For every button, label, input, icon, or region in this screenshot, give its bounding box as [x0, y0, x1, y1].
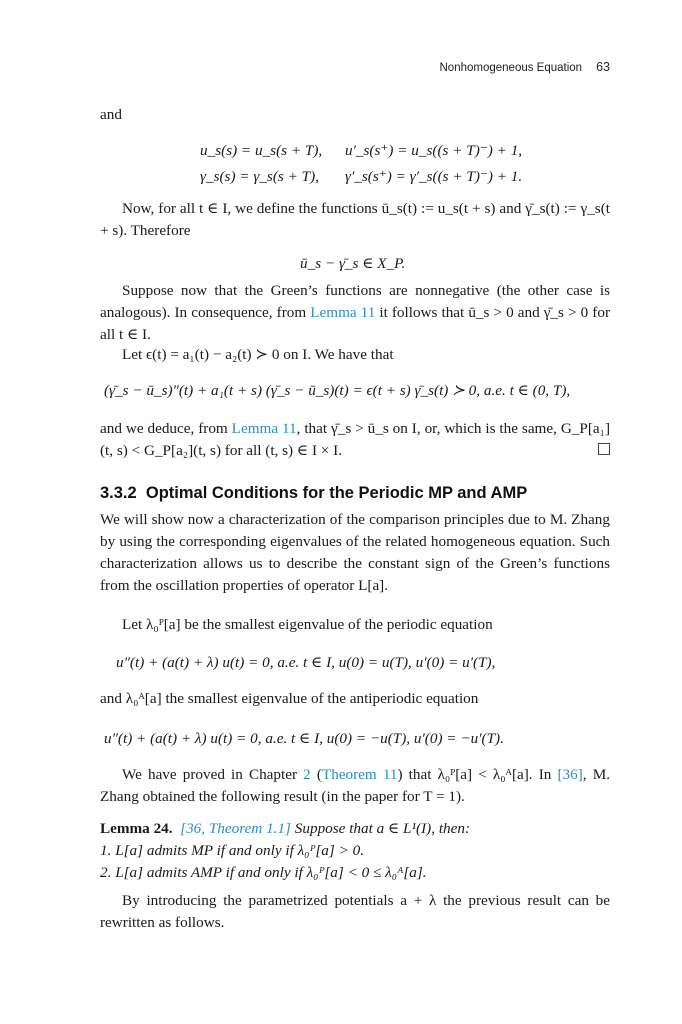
equation-6: u″(t) + (a(t) + λ) u(t) = 0, a.e. t ∈ I, u(0) = −u(T), u′(0) = −u′(T). [104, 730, 504, 747]
paragraph-periodic-eigen: Let λ₀ᴾ[a] be the smallest eigenvalue of the periodic equation [122, 616, 493, 633]
paragraph-and: and [100, 106, 122, 123]
p8-text-mid2: ) that λ₀ᴾ[a] < λ₀ᴬ[a]. In [397, 766, 558, 783]
lemma-intro: Suppose that a ∈ L¹(I), then: [290, 820, 471, 837]
section-title: Optimal Conditions for the Periodic MP and AMP [145, 484, 528, 502]
p8-text-pre: We have proved in Chapter [122, 766, 304, 783]
paragraph-zhang: We will show now a characterization of the comparison principles due to M. Zhang by using the corresponding eigenvalues of the related homogeneous equation. Such characterization allows us to describe the constant sign of the Green’s functions from the oscillation properties of operator L[a]. [100, 511, 610, 594]
section-number: 3.3.2 [100, 484, 137, 502]
equation-2b: γ′_s(s⁺) = γ′_s((s + T)⁻) + 1. [345, 168, 523, 185]
paragraph-nonnegative [100, 280, 610, 346]
running-title: Nonhomogeneous Equation [439, 62, 583, 74]
running-header [440, 56, 611, 79]
lemma-label: Lemma 24. [100, 820, 173, 837]
p2-text-pre: Suppose now that the Green’s functions are nonnegative (the other case is analogous). In consequence, from [100, 282, 610, 321]
chapter-2-link[interactable]: 2 [303, 766, 311, 783]
p8-text-mid: ( [310, 766, 322, 783]
lemma-11-link-2[interactable]: Lemma 11 [231, 420, 297, 437]
lemma-11-link[interactable]: Lemma 11 [310, 304, 376, 321]
paragraph-define: Now, for all t ∈ I, we define the functions ū_s(t) := u_s(t + s) and γ̄_s(t) := γ_s(t + s). Therefore [100, 200, 610, 239]
p4-text-post: , that γ̄_s > ū_s on I, or, which is the same, G_P[a₁](t, s) < G_P[a₂](t, s) for all (t, s) ∈ I × I. [100, 420, 610, 459]
paragraph-chapter [100, 764, 610, 808]
section-heading [100, 482, 527, 504]
equation-3: ū_s − γ̄_s ∈ X_P. [300, 255, 406, 272]
reference-36-link[interactable]: [36] [557, 766, 583, 783]
p8-text-post: , M. Zhang obtained the following result (in the paper for T = 1). [100, 766, 610, 805]
paragraph-epsilon: Let ϵ(t) = a₁(t) − a₂(t) ≻ 0 on I. We have that [122, 346, 394, 363]
p4-text-pre: and we deduce, from [100, 420, 232, 437]
p2-text-post: it follows that ū_s > 0 and γ̄_s > 0 for all t ∈ I. [100, 304, 611, 343]
lemma-24 [100, 818, 610, 840]
equation-5: u″(t) + (a(t) + λ) u(t) = 0, a.e. t ∈ I, u(0) = u(T), u′(0) = u′(T), [116, 654, 496, 671]
paragraph-parametrized: By introducing the parametrized potentials a + λ the previous result can be rewritten as follows. [100, 892, 610, 931]
page-number: 63 [596, 60, 610, 74]
equation-1b: u′_s(s⁺) = u_s((s + T)⁻) + 1, [345, 142, 523, 159]
equation-2a: γ_s(s) = γ_s(s + T), [200, 168, 319, 185]
equation-4: (γ̄_s − ū_s)″(t) + a₁(t + s) (γ̄_s − ū_s)(t) = ϵ(t + s) γ̄_s(t) ≻ 0, a.e. t ∈ (0, T), [104, 382, 571, 399]
lemma-reference-link[interactable]: [36, Theorem 1.1] [180, 820, 291, 837]
paragraph-deduce [100, 418, 610, 462]
paragraph-antiperiodic-eigen: and λ₀ᴬ[a] the smallest eigenvalue of the antiperiodic equation [100, 690, 479, 707]
theorem-11-link[interactable]: Theorem 11 [321, 766, 398, 783]
qed-square-icon [598, 443, 610, 455]
lemma-item-2: 2. L[a] admits AMP if and only if λ₀ᴾ[a] < 0 ≤ λ₀ᴬ[a]. [100, 864, 427, 881]
equation-1a: u_s(s) = u_s(s + T), [200, 142, 323, 159]
lemma-item-1: 1. L[a] admits MP if and only if λ₀ᴾ[a] > 0. [100, 842, 365, 859]
